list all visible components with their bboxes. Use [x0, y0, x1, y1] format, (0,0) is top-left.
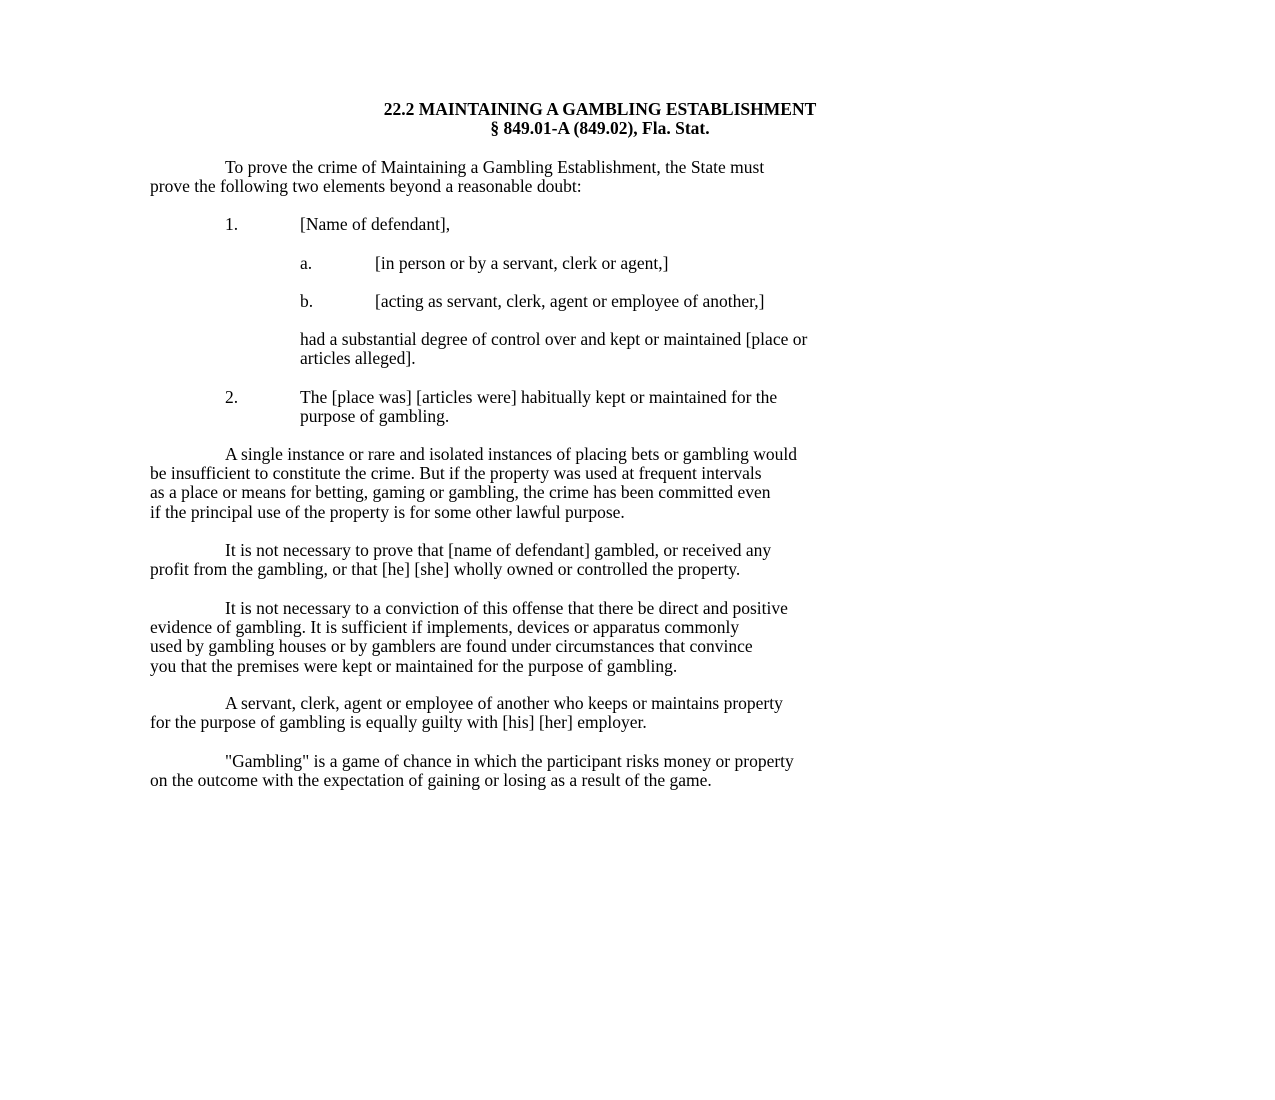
document-heading	[150, 100, 1050, 138]
paragraph-direct-evidence	[150, 599, 788, 676]
paragraph-line: used by gambling houses or by gamblers are found under circumstances that convince	[150, 636, 753, 657]
paragraph-servant-clerk	[150, 694, 783, 732]
paragraph-line: as a place or means for betting, gaming or gambling, the crime has been committed even	[150, 482, 771, 503]
element-2-line: purpose of gambling.	[300, 406, 450, 427]
paragraph-line: "Gambling" is a game of chance in which the participant risks money or property	[225, 751, 794, 771]
paragraph-line: if the principal use of the property is for some other lawful purpose.	[150, 501, 625, 522]
element-2-line: The [place was] [articles were] habitually kept or maintained for the	[300, 387, 778, 407]
paragraph-line: for the purpose of gambling is equally guilty with [his] [her] employer.	[150, 712, 647, 733]
element-1b-letter: b.	[300, 291, 314, 311]
intro-line: To prove the crime of Maintaining a Gambling Establishment, the State must	[225, 157, 765, 177]
element-1-text: [Name of defendant],	[300, 214, 451, 234]
element-1a-letter: a.	[300, 253, 313, 273]
element-2-text	[300, 388, 777, 426]
paragraph-line: It is not necessary to prove that [name of defendant] gambled, or received any	[225, 540, 772, 560]
element-1-continuation	[300, 330, 807, 368]
intro-paragraph	[150, 158, 764, 196]
intro-line: prove the following two elements beyond a reasonable doubt:	[150, 176, 582, 197]
element-1a-text: [in person or by a servant, clerk or agent,]	[375, 253, 669, 273]
paragraph-gambling-definition	[150, 752, 794, 790]
paragraph-line: be insufficient to constitute the crime. But if the property was used at frequent intervals	[150, 463, 762, 484]
paragraph-line: evidence of gambling. It is sufficient if implements, devices or apparatus commonly	[150, 617, 740, 638]
paragraph-isolated-instances	[150, 445, 797, 522]
paragraph-line: A servant, clerk, agent or employee of another who keeps or maintains property	[225, 693, 783, 713]
element-1-continuation-line: had a substantial degree of control over and kept or maintained [place or	[300, 329, 808, 349]
paragraph-line: It is not necessary to a conviction of this offense that there be direct and positive	[225, 598, 788, 618]
paragraph-line: you that the premises were kept or maintained for the purpose of gambling.	[150, 655, 678, 676]
element-1-number: 1.	[225, 214, 239, 234]
element-1-continuation-line: articles alleged].	[300, 348, 416, 369]
instruction-title: 22.2 MAINTAINING A GAMBLING ESTABLISHMENT	[383, 99, 817, 119]
paragraph-line: on the outcome with the expectation of gaining or losing as a result of the game.	[150, 770, 712, 791]
element-2-number: 2.	[225, 387, 239, 407]
element-1b-text: [acting as servant, clerk, agent or employee of another,]	[375, 291, 765, 311]
statute-reference: § 849.01-A (849.02), Fla. Stat.	[490, 118, 710, 138]
paragraph-line: profit from the gambling, or that [he] [she] wholly owned or controlled the property.	[150, 559, 741, 580]
paragraph-not-necessary-gambled	[150, 541, 771, 579]
paragraph-line: A single instance or rare and isolated instances of placing bets or gambling would	[225, 444, 798, 464]
